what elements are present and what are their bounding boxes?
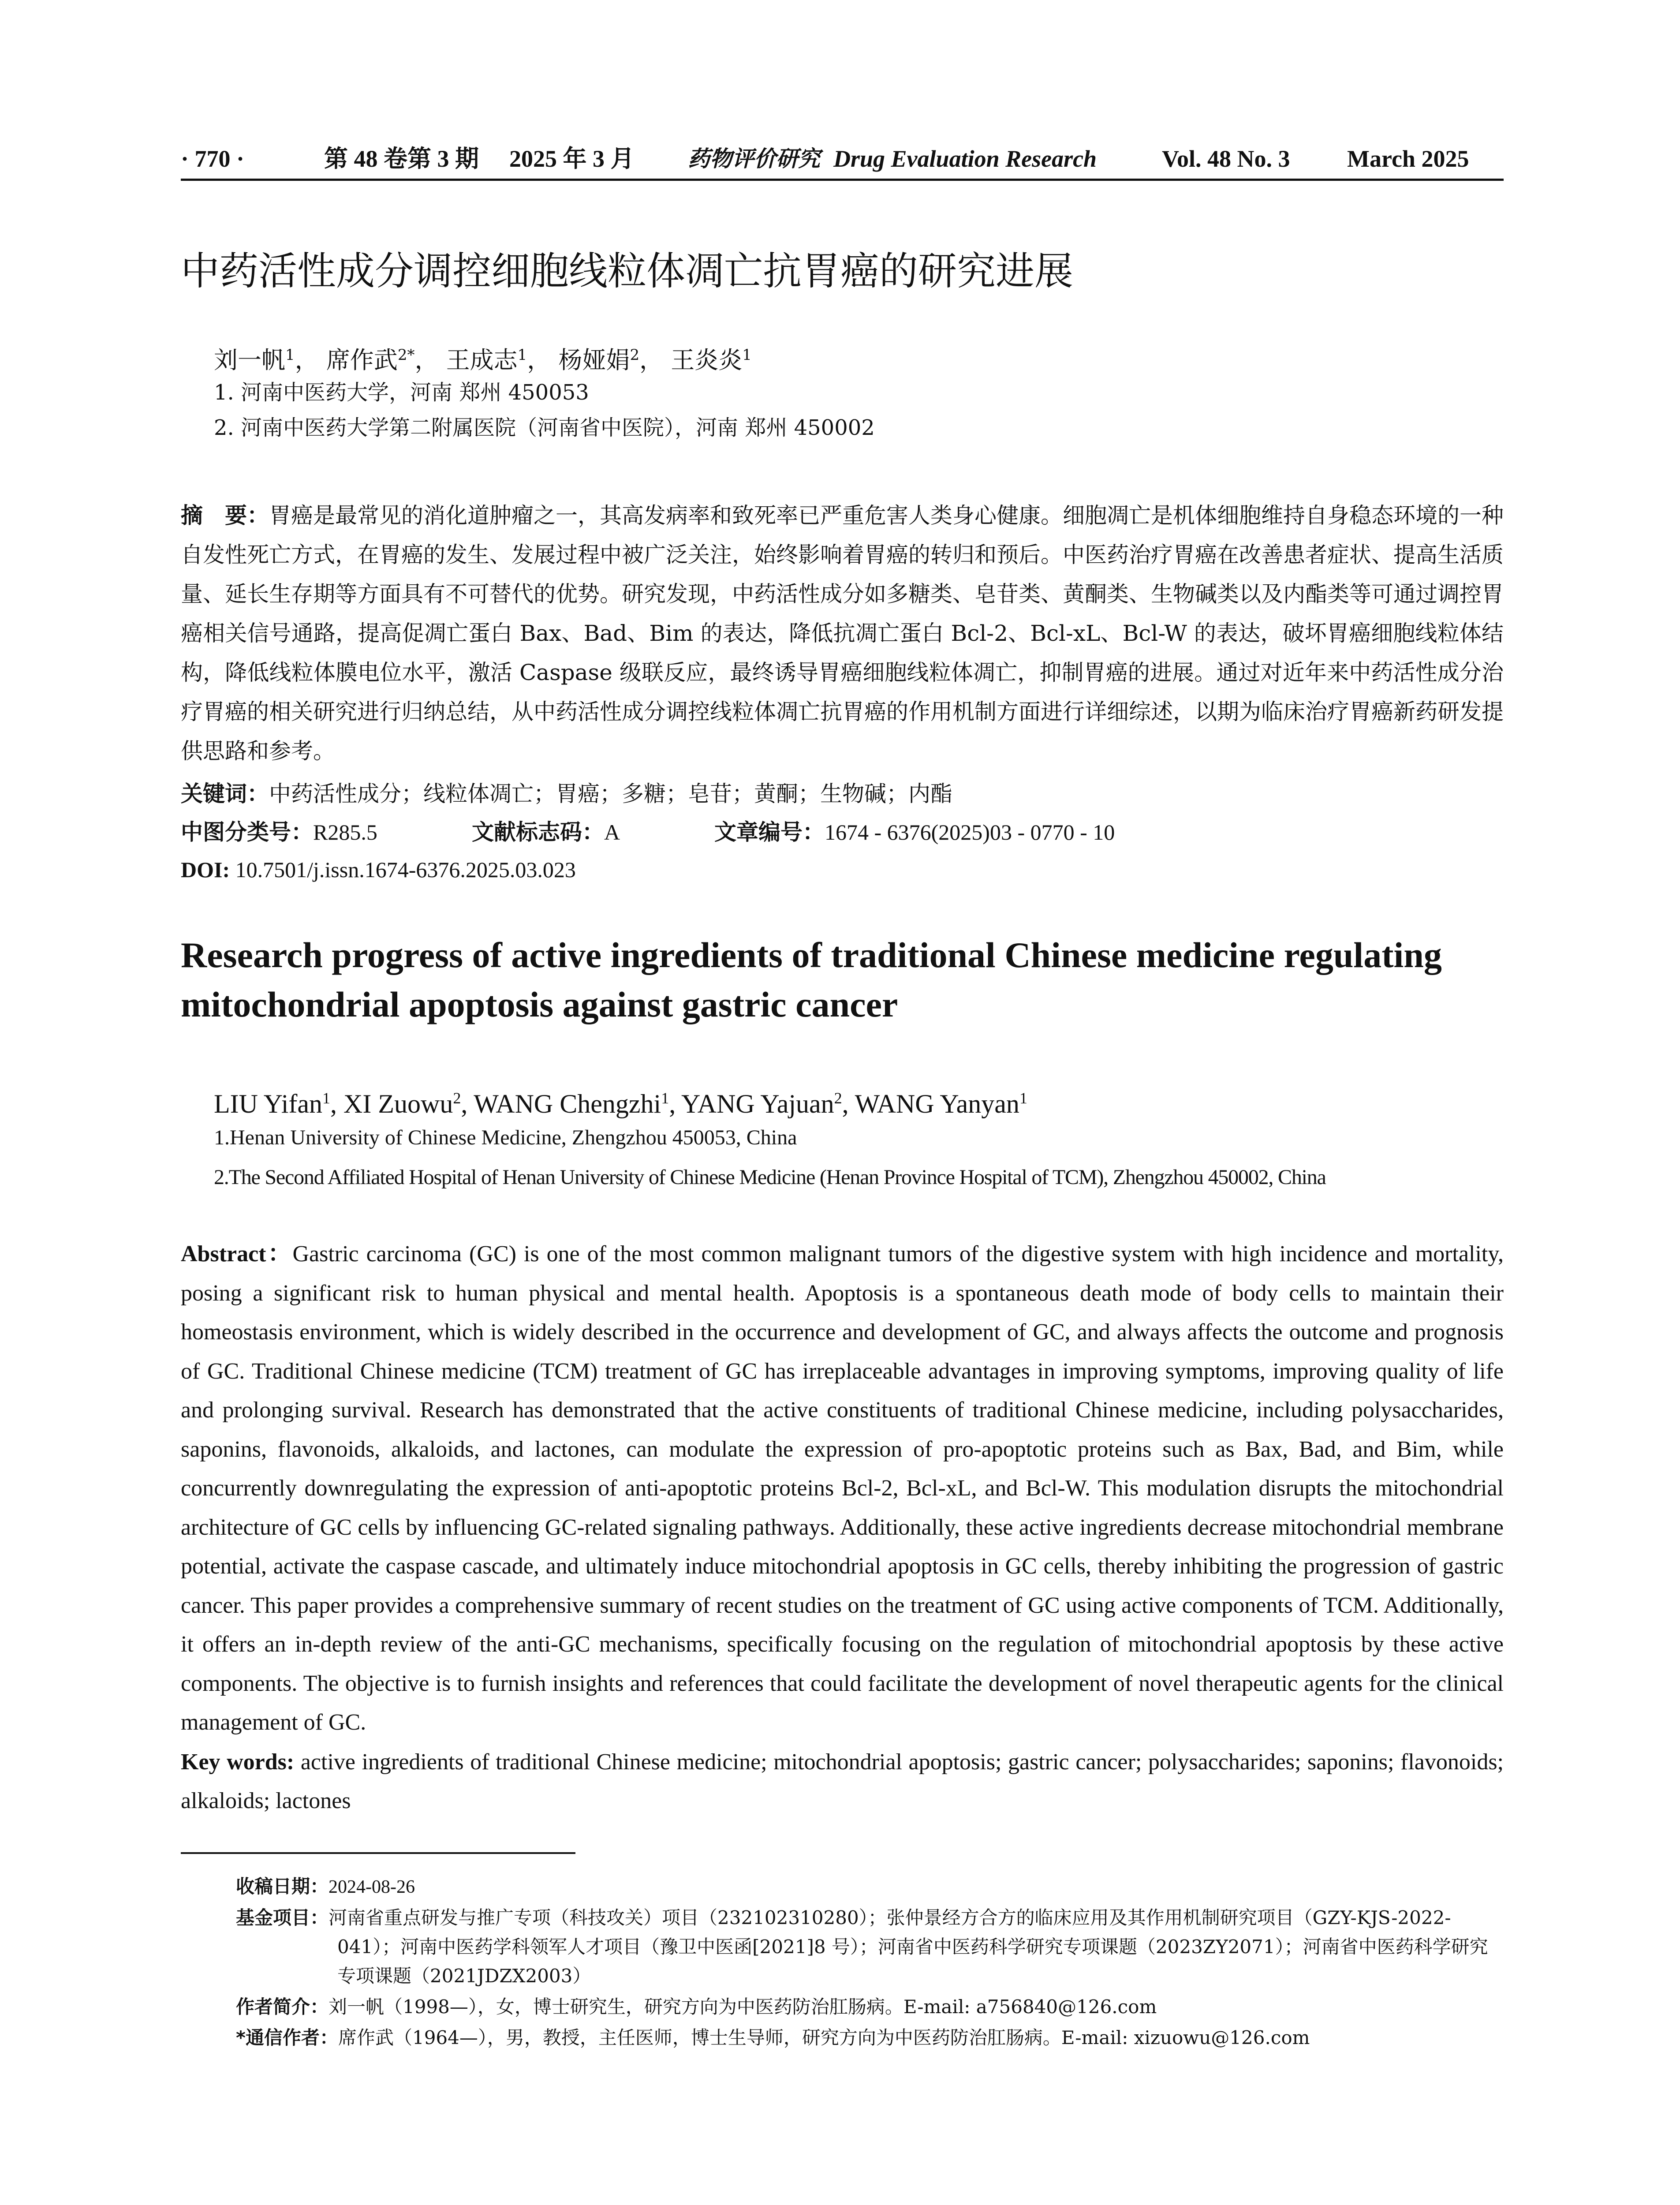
authors-cn: 刘一帆$^1$， 席作武$^{2*}$， 王成志$^1$， 杨娅娟$^2$， 王炎炎$^1$	[214, 346, 752, 374]
author-aff: 1	[322, 1089, 331, 1107]
article-no-label: 文章编号：	[714, 819, 825, 845]
doi-value: 10.7501/j.issn.1674-6376.2025.03.023	[235, 857, 576, 882]
author-name: XI Zuowu	[343, 1089, 453, 1118]
author-aff: 2	[834, 1089, 842, 1107]
author-name: 王炎炎	[671, 346, 743, 374]
clc-label: 中图分类号：	[181, 819, 313, 845]
abstract-en-label: Abstract：	[181, 1241, 293, 1267]
keywords-en	[181, 1743, 1504, 1820]
author-aff: 1	[661, 1089, 669, 1107]
title-en: Research progress of active ingredients of traditional Chinese medicine regulating mitochondrial apoptosis against gastric cancer	[181, 935, 1442, 1024]
fund-label: 基金项目：	[236, 1907, 329, 1928]
footnotes	[236, 1872, 1504, 2054]
page-number: · 770 ·	[181, 146, 245, 172]
author-bio-value: 刘一帆（1998—），女，博士研究生，研究方向为中医药防治肛肠病。E-mail: a756840@126.com	[329, 1996, 1157, 2018]
clc-value: R285.5	[313, 820, 377, 845]
author-name: WANG Chengzhi	[474, 1089, 661, 1118]
author-name: WANG Yanyan	[855, 1089, 1019, 1118]
author-aff: 2	[453, 1089, 461, 1107]
footnote-received	[236, 1872, 1504, 1902]
doi-line	[181, 851, 576, 889]
title-cn: 中药活性成分调控细胞线粒体凋亡抗胃癌的研究进展	[181, 248, 1074, 294]
footnote-fund	[236, 1903, 1504, 1991]
author-aff: 1	[285, 346, 295, 364]
keywords-cn-text: 中药活性成分；线粒体凋亡；胃癌；多糖；皂苷；黄酮；生物碱；内酯	[269, 781, 952, 807]
footnote-divider	[181, 1852, 575, 1854]
author-aff: 2*	[397, 346, 415, 364]
journal-logo: 药物评价研究	[688, 146, 820, 172]
received-label: 收稿日期：	[236, 1876, 329, 1897]
author-aff: 1	[517, 346, 527, 364]
doc-code-value: A	[604, 820, 620, 845]
affiliation-en-1: 1.Henan University of Chinese Medicine, Zhengzhou 450053, China	[214, 1126, 797, 1149]
date-en: March 2025	[1347, 146, 1469, 172]
abstract-cn-text: 胃癌是最常见的消化道肿瘤之一，其高发病率和致死率已严重危害人类身心健康。细胞凋亡是机体细胞维持自身稳态环境的一种自发性死亡方式，在胃癌的发生、发展过程中被广泛关注，始终影响着胃癌的转归和预后。中医药治疗胃癌在改善患者症状、提高生活质量、延长生存期等方面具有不可替代的优势。研究发现，中药活性成分如多糖类、皂苷类、黄酮类、生物碱类以及内酯类等可通过调控胃癌相关信号通路，提高促凋亡蛋白 Bax、Bad、Bim 的表达，降低抗凋亡蛋白 Bcl-2、Bcl-xL、Bcl-W 的表达，破坏胃癌细胞线粒体结构，降低线粒体膜电位水平，激活 Caspase 级联反应，最终诱导胃癌细胞线粒体凋亡，抑制胃癌的进展。通过对近年来中药活性成分治疗胃癌的相关研究进行归纳总结，从中药活性成分调控线粒体凋亡抗胃癌的作用机制方面进行详细综述，以期为临床治疗胃癌新药研发提供思路和参考。	[181, 503, 1504, 764]
volume-issue-cn: 第 48 卷第 3 期	[324, 146, 479, 172]
keywords-cn-label: 关键词：	[181, 781, 269, 807]
authors-en: LIU Yifan$^1$, XI Zuowu$^2$, WANG Chengzhi$^1$, YANG Yajuan$^2$, WANG Yanyan$^1$	[214, 1089, 1027, 1118]
author-bio-label: 作者简介：	[236, 1996, 329, 2018]
affiliation-en-2: 2.The Second Affiliated Hospital of Henan University of Chinese Medicine (Henan Province Hospital of TCM), Zhengzhou 450002, China	[214, 1166, 1326, 1189]
keywords-en-text: active ingredients of traditional Chinese medicine; mitochondrial apoptosis; gastric cancer; polysaccharides; saponins; flavonoids; alkaloids; lactones	[181, 1749, 1504, 1813]
journal-name-en: Drug Evaluation Research	[833, 146, 1097, 172]
footnote-author	[236, 1992, 1504, 2022]
author-name: 刘一帆	[214, 346, 285, 374]
running-header	[181, 139, 1504, 181]
article-no-value: 1674 - 6376(2025)03 - 0770 - 10	[825, 820, 1115, 845]
keywords-en-label: Key words:	[181, 1749, 295, 1775]
date-cn: 2025 年 3 月	[509, 146, 635, 172]
author-aff: 2	[630, 346, 640, 364]
keywords-cn	[181, 775, 952, 813]
abstract-en-text: Gastric carcinoma (GC) is one of the most common malignant tumors of the digestive system with high incidence and mortality, posing a significant risk to human physical and mental health. Apoptosis is a spontaneous death mode of body cells to maintain their homeostasis environment, which is widely described in the occurrence and development of GC, and always affects the outcome and prognosis of GC. Traditional Chinese medicine (TCM) treatment of GC has irreplaceable advantages in improving symptoms, improving quality of life and prolonging survival. Research has demonstrated that the active constituents of traditional Chinese medicine, including polysaccharides, saponins, flavonoids, alkaloids, and lactones, can modulate the expression of pro-apoptotic proteins such as Bax, Bad, and Bim, while concurrently downregulating the expression of anti-apoptotic proteins Bcl-2, Bcl-xL, and Bcl-W. This modulation disrupts the mitochondrial architecture of GC cells by influencing GC-related signaling pathways. Additionally, these active ingredients decrease mitochondrial membrane potential, activate the caspase cascade, and ultimately induce mitochondrial apoptosis in GC cells, thereby inhibiting the progression of gastric cancer. This paper provides a comprehensive summary of recent studies on the treatment of GC using active components of TCM. Additionally, it offers an in-depth review of the anti-GC mechanisms, specifically focusing on the regulation of mitochondrial apoptosis by these active components. The objective is to furnish insights and references that could facilitate the development of novel therapeutic agents for the clinical management of GC.	[181, 1241, 1504, 1735]
author-aff: 1	[742, 346, 752, 364]
fund-value: 河南省重点研发与推广专项（科技攻关）项目（232102310280）；张仲景经方合方的临床应用及其作用机制研究项目（GZY-KJS-2022-041）；河南中医药学科领军人才项目（豫卫中医函[2021]8 号）；河南省中医药科学研究专项课题（2023ZY2071）；河南省中医药科学研究专项课题（2021JDZX2003）	[329, 1907, 1488, 1987]
affiliation-cn-1: 1. 河南中医药大学，河南 郑州 450053	[214, 380, 589, 405]
received-value: 2024-08-26	[329, 1877, 415, 1897]
author-name: 王成志	[446, 346, 518, 374]
author-name: YANG Yajuan	[681, 1089, 834, 1118]
corresponding-value: 席作武（1964—），男，教授，主任医师，博士生导师，研究方向为中医药防治肛肠病。E-mail: xizuowu@126.com	[338, 2027, 1310, 2048]
author-name: 杨娅娟	[558, 346, 630, 374]
author-aff: 1	[1019, 1089, 1027, 1107]
footnote-corresponding	[236, 2023, 1504, 2052]
doi-label: DOI:	[181, 857, 230, 882]
abstract-cn-label: 摘 要：	[181, 503, 269, 528]
corresponding-label: *通信作者：	[236, 2027, 338, 2048]
volume-issue-en: Vol. 48 No. 3	[1162, 146, 1290, 172]
abstract-cn	[181, 496, 1504, 771]
author-name: LIU Yifan	[214, 1089, 323, 1118]
affiliation-cn-2: 2. 河南中医药大学第二附属医院（河南省中医院），河南 郑州 450002	[214, 415, 875, 440]
doc-code-label: 文献标志码：	[472, 819, 604, 845]
author-name: 席作武	[326, 346, 398, 374]
abstract-en	[181, 1235, 1504, 1742]
